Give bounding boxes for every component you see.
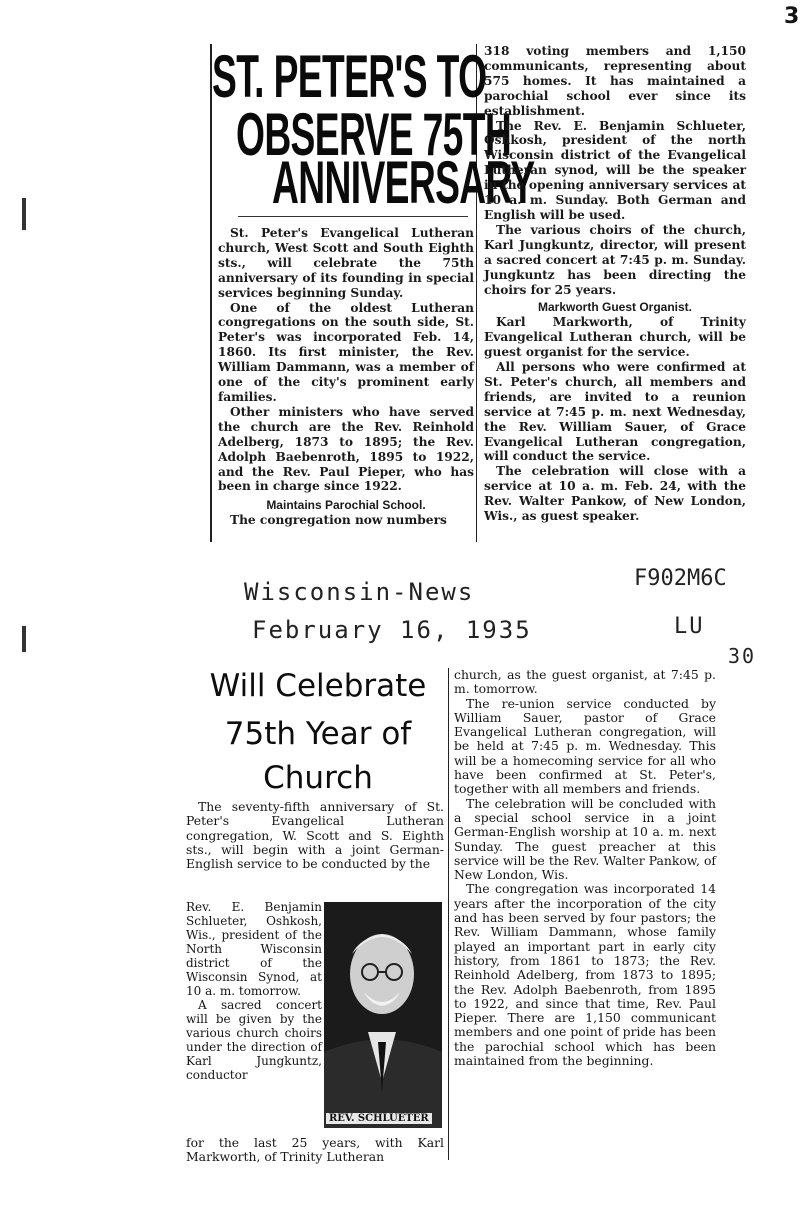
handwritten-code: F902M6C [634, 566, 727, 591]
article2-para: The congregation was incorporated 14 years after the incorporation of the city and has been served by four pastors; the Rev. William Dammann, whose family played an important part in early city history, from 1861 to 1873; the Rev. Reinhold Adelberg, from 1873 to 1895; the Rev. Adolph Baebenroth, from 1895 to 1922, and since that time, Rev. Paul Pieper. There are 1,150 communicant members and one point of pride has been the parochial school which has been maintained from the beginning. [454, 881, 716, 1069]
article2-para: The seventy-fifth anniversary of St. Peter's Evangelical Lutheran congregation, W. Scott and S. Eighth sts., will begin with a joint German-English service to be conducted by the [186, 799, 444, 872]
margin-mark [22, 198, 26, 230]
article1-para: The celebration will close with a service at 10 a. m. Feb. 24, with the Rev. Walter Pankow, of New London, Wis., as guest speaker. [484, 464, 746, 524]
article1-subhead: Maintains Parochial School. [266, 498, 426, 513]
handwritten-date: February 16, 1935 [252, 616, 532, 644]
headline1-line2: OBSERVE 75TH [236, 101, 512, 168]
article2-para: for the last 25 years, with Karl Markworth, of Trinity Lutheran [186, 1135, 444, 1165]
article1-para: Other ministers who have served the church are the Rev. Reinhold Adelberg, 1873 to 1895; the Rev. Adolph Baebenroth, 1895 to 1922, and the Rev. Paul Pieper, who has been in charge since 1922. [218, 404, 474, 494]
portrait-illustration [324, 902, 442, 1128]
page-number: 3 [784, 4, 800, 29]
handwritten-number: 30 [728, 644, 757, 668]
article1-para: All persons who were confirmed at St. Peter's church, all members and friends, are invited to a reunion service at 7:45 p. m. next Wednesday, the Rev. William Sauer, of Grace Evangelical Lutheran congregation, will conduct the service. [484, 360, 746, 464]
headline2-line2: 75th Year of [224, 716, 412, 752]
article1-para: St. Peter's Evangelical Lutheran church, West Scott and South Eighth sts., will celebrate the 75th anniversary of its founding in special services beginning Sunday. [218, 226, 474, 300]
article2-beside-photo [186, 900, 322, 1082]
handwritten-source: Wisconsin-News [244, 578, 475, 606]
headline1-line1: ST. PETER'S TO [212, 43, 487, 110]
article2-para: church, as the guest organist, at 7:45 p. m. tomorrow. [454, 667, 716, 697]
article1-right-column [484, 44, 746, 524]
article2-right-column [454, 668, 716, 1068]
article1-para: One of the oldest Lutheran congregations on the south side, St. Peter's was incorporated Feb. 14, 1860. Its first minister, the Rev. William Dammann, was a member of one of the city's prominent early families. [218, 300, 474, 404]
article2-intro [186, 800, 444, 871]
article1-left-column [218, 226, 474, 528]
headline2-line1: Will Celebrate [209, 668, 427, 704]
article1-para: Karl Markworth, of Trinity Evangelical Lutheran church, will be guest organist for the service. [484, 315, 746, 360]
portrait-photo [324, 902, 442, 1128]
handwritten-initials: LU [674, 614, 705, 639]
article1-para: The various choirs of the church, Karl Jungkuntz, director, will present a sacred concert at 7:45 p. m. Sunday. Jungkuntz has been directing the choirs for 25 years. [484, 222, 746, 297]
article1-para: The Rev. E. Benjamin Schlueter, Oshkosh, president of the north Wisconsin district of the Evangelical Lutheran synod, will be the speaker in the opening anniversary services at 10 a. m. Sunday. Both German and English will be used. [484, 118, 746, 222]
headline2-line3: Church [263, 760, 373, 796]
clipping1-left-border [210, 44, 212, 542]
article1-para: The congregation now numbers [230, 513, 447, 528]
margin-mark [22, 626, 26, 652]
article2-para: The celebration will be concluded with a special school service in a joint German-English worship at 10 a. m. next Sunday. The guest preacher at this service will be the Rev. Walter Pankow, of New London, Wis. [454, 795, 716, 883]
article2-para: Rev. E. Benjamin Schlueter, Oshkosh, Wis., president of the North Wisconsin district of the Wisconsin Synod, at 10 a. m. tomorrow. [186, 900, 322, 998]
article1-para: 318 voting members and 1,150 communicants, representing about 575 homes. It has maintained a parochial school ever since its establishment. [484, 44, 746, 118]
photo-caption: REV. SCHLUETER [326, 1113, 432, 1124]
article1-subhead: Markworth Guest Organist. [537, 300, 693, 315]
article2-para: A sacred concert will be given by the various church choirs under the direction of Karl Jungkuntz, conductor [186, 998, 322, 1082]
article2-bottom [186, 1136, 444, 1165]
headline1-rule [238, 216, 468, 217]
article2-para: The re-union service conducted by William Sauer, pastor of Grace Evangelical Lutheran congregation, will be held at 7:45 p. m. Wednesday. This will be a homecoming service for all who have been confirmed at St. Peter's, together with all members and friends. [454, 695, 716, 797]
headline1-line3: ANNIVERSARY [272, 149, 535, 216]
clipping2-column-rule [448, 668, 449, 1160]
